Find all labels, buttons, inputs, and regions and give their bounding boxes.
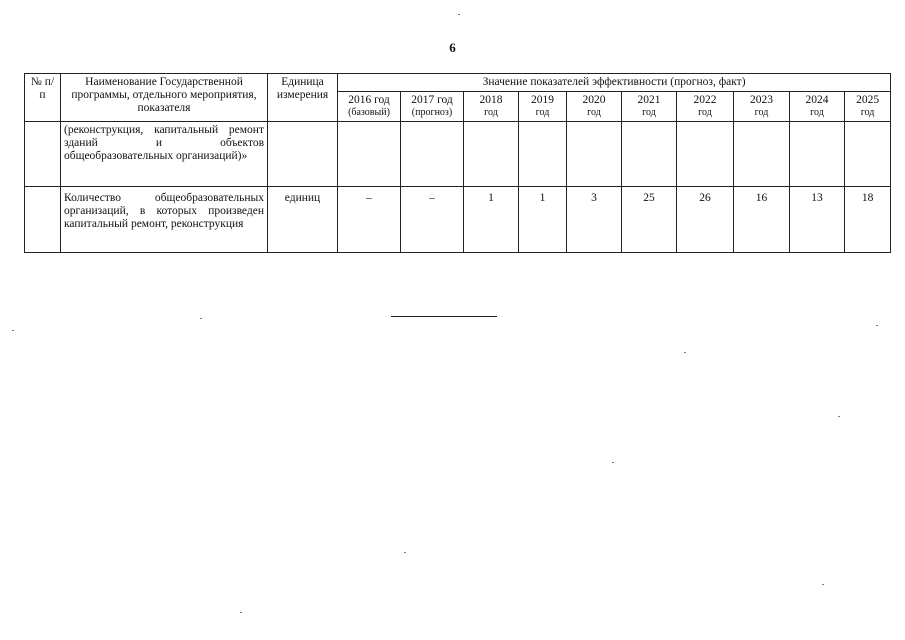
header-year (338, 92, 401, 122)
value-cell: 25 (622, 186, 677, 252)
value-cell: 18 (845, 186, 891, 252)
value-cell: 13 (790, 186, 845, 252)
row-number (25, 186, 61, 252)
value-cell: 1 (464, 186, 519, 252)
table-header-row (25, 74, 891, 92)
header-year (401, 92, 464, 122)
header-name: Наименование Государственной программы, отдельного мероприятия, показателя (61, 74, 268, 122)
value-cell: – (338, 186, 401, 252)
year-label: 2022 (693, 94, 717, 107)
year-note: год (810, 107, 824, 119)
year-label: 2018 (479, 94, 503, 107)
year-note: (базовый) (348, 107, 390, 119)
value-cell: – (401, 186, 464, 252)
value-cell (464, 121, 519, 186)
value-cell: 16 (734, 186, 790, 252)
header-year (519, 92, 567, 122)
header-number: № п/п (25, 74, 61, 122)
page-number: 6 (449, 40, 456, 55)
value-cell: 26 (677, 186, 734, 252)
scan-speck (838, 416, 840, 417)
table-row (25, 121, 891, 186)
indicators-table (24, 73, 891, 253)
value-cell: 3 (567, 186, 622, 252)
scan-speck (458, 14, 460, 15)
year-note: (прогноз) (411, 107, 453, 119)
year-note: год (484, 107, 498, 119)
year-label: 2020 (582, 94, 606, 107)
scan-speck (12, 330, 14, 331)
scan-speck (200, 318, 202, 319)
value-cell (567, 121, 622, 186)
year-note: год (535, 107, 550, 119)
value-cell (790, 121, 845, 186)
scan-speck (822, 584, 824, 585)
value-cell (401, 121, 464, 186)
value-cell (519, 121, 567, 186)
header-year (734, 92, 790, 122)
scan-speck (612, 462, 614, 463)
end-of-document-line (391, 316, 497, 317)
year-label: 2025 (856, 94, 880, 107)
scan-speck (684, 352, 686, 353)
header-unit: Единица измерения (268, 74, 338, 122)
year-label: 2024 (805, 94, 829, 107)
year-label: 2019 (531, 94, 554, 107)
table-row (25, 186, 891, 252)
year-note: год (860, 107, 875, 119)
row-unit (268, 121, 338, 186)
header-values: Значение показателей эффективности (прогноз, факт) (338, 74, 891, 92)
value-cell (622, 121, 677, 186)
header-year (567, 92, 622, 122)
year-note: год (587, 107, 601, 119)
value-cell (338, 121, 401, 186)
row-name: (реконструкция, капитальный ремонт зданий и объектов общеобразовательных организаций)» (61, 121, 268, 186)
year-note: год (754, 107, 769, 119)
scan-speck (876, 325, 878, 326)
value-cell: 1 (519, 186, 567, 252)
year-label: 2021 (637, 94, 661, 107)
year-label: 2023 (750, 94, 773, 107)
scan-speck (240, 612, 242, 613)
header-year (790, 92, 845, 122)
row-name: Количество общеобразовательных организаций, в которых произведен капитальный ремонт, реконструкция (61, 186, 268, 252)
header-year (845, 92, 891, 122)
value-cell (677, 121, 734, 186)
header-year (677, 92, 734, 122)
year-label: 2016 год (348, 94, 390, 107)
row-unit: единиц (268, 186, 338, 252)
scan-speck (404, 552, 406, 553)
value-cell (734, 121, 790, 186)
header-year (622, 92, 677, 122)
header-year (464, 92, 519, 122)
row-number (25, 121, 61, 186)
year-label: 2017 год (411, 94, 453, 107)
year-note: год (642, 107, 656, 119)
year-note: год (698, 107, 712, 119)
value-cell (845, 121, 891, 186)
